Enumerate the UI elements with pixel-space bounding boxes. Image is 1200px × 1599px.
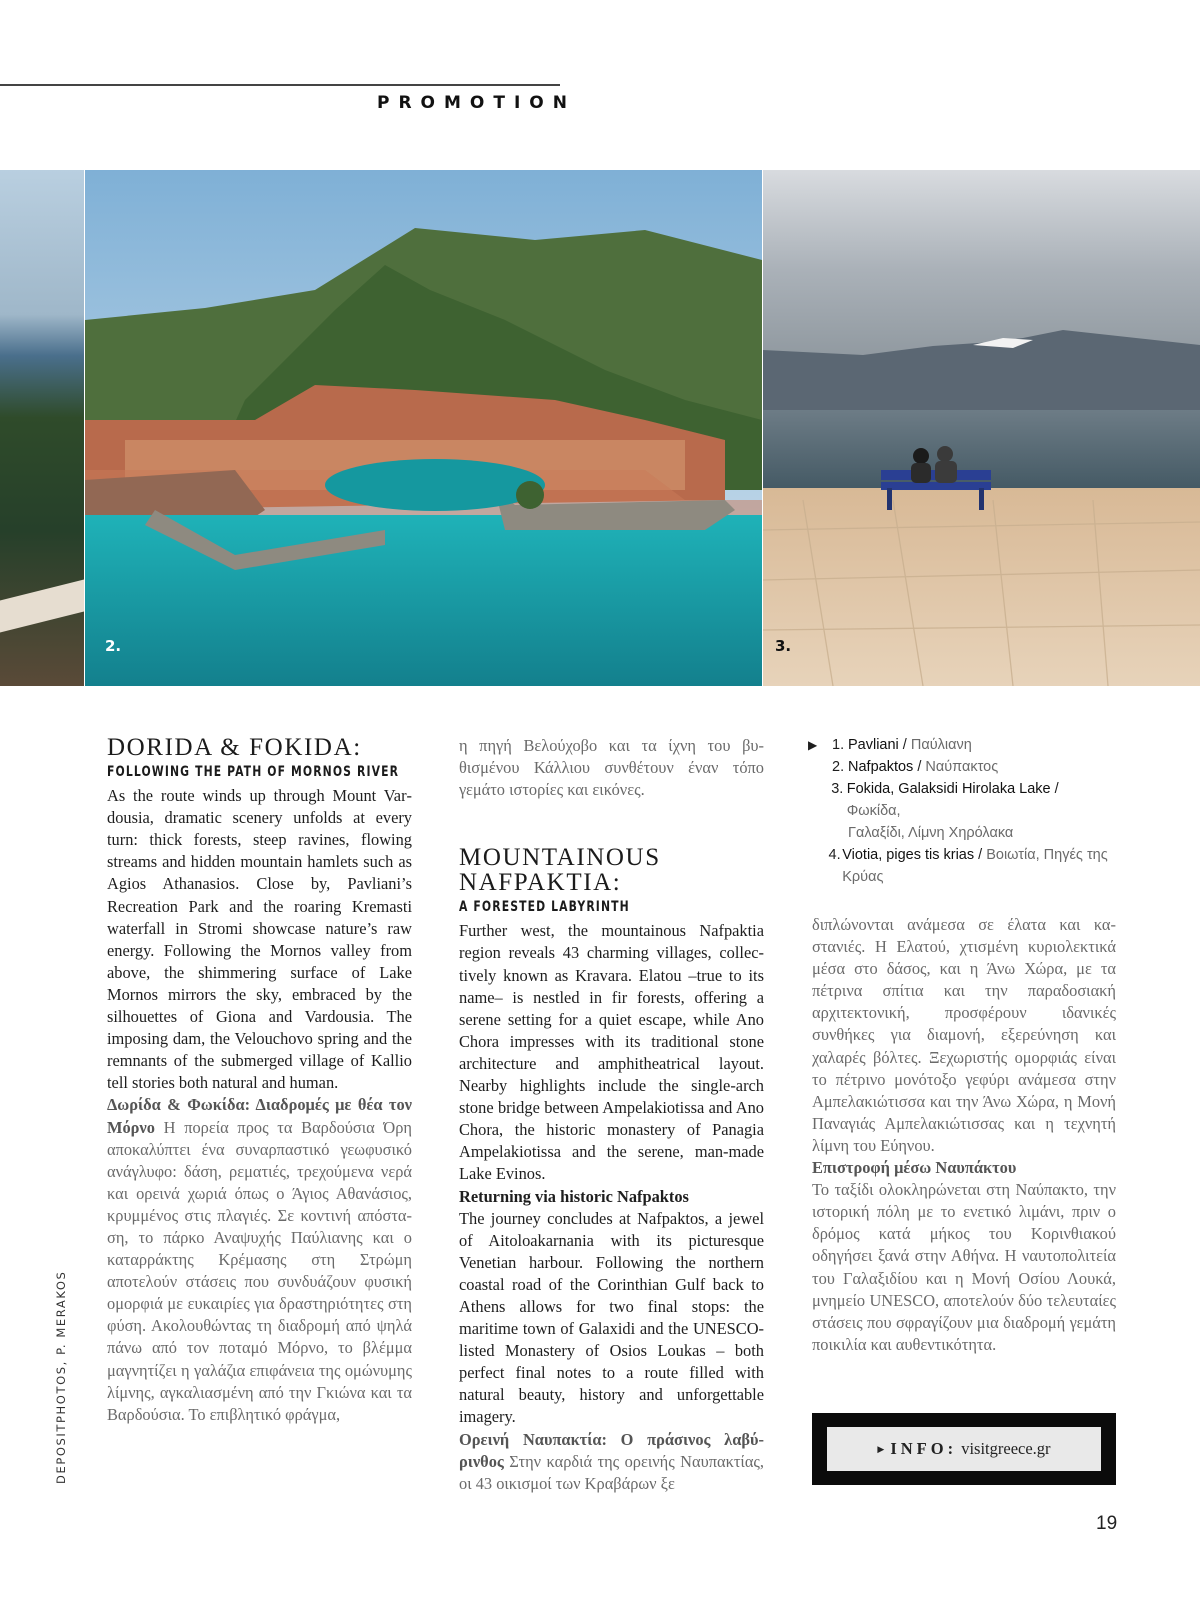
body-text-en-2: The journey concludes at Nafpaktos, a jewel of Aitoloakarnania with its picturesque Venetian harbour. Following the northern coastal road of the Corinthian Gulf back to Athens allows for two final stops: the maritime town of Galaxidi and the UNESCO-listed Monastery of Osios Loukas – both perfect final notes to a route filled with natural beauty, history and unforgettable imagery.: [459, 1208, 764, 1427]
gr-body: Η πορεία προς τα Βαρδούσια Όρη αποκαλύπτει ένα συναρπαστικό γεωφυσικό ανάγλυφο: δάση, ρεματιές, τρεχούμενα νερά και ορεινά χωριά όπως ο Άγιος Αθανάσιος, κρυμμένος στις πλαγιές. Σε κοντινή απόσταση, το πάρκο Αναψυχής Παύλιανης και ο καταρράκτης Κρέμασης στη Στρώμη αποτελούν στάσεις που συνδυάζουν φυσική ομορφιά με ευκαιρίες για δραστηριότητες στη φύση. Ακολουθώντας τη διαδρομή από ψηλά πάνω από τον ποταμό Μόρνο, το βλέμμα μαγνητίζει η γαλάζια επιφάνεια της ομώνυμης λίμνης, αγκαλιασμένη από την Γκιώνα και τα Βαρδούσια. Το επιβλητικό φράγμα,: [107, 1117, 412, 1424]
info-inner: [827, 1427, 1101, 1471]
body-text-en: Further west, the mountainous Nafpaktia region reveals 43 charming villages, collectively known as Kravara. Elatou –true to its name– is nestled in fir forests, offering a serene setting for a quiet escape, while Ano Chora impresses with its traditional stone architecture and amphitheatrical layout. Nearby highlights include the single-arch stone bridge between Ampelakiotissa and Ano Chora, the historic monastery of Panagia Ampelakiotissa and the serene, man-made Lake Evinos.: [459, 921, 764, 1184]
legend-number: 1.: [832, 737, 845, 753]
info-label: INFO:: [890, 1439, 958, 1458]
body-subtitle-en: [459, 1186, 764, 1208]
body-text-gr-2: Το ταξίδι ολοκληρώνεται στη Ναύπακτο, την ιστορική πόλη με το ενετικό λιμάνι, πριν ο δρόμος κατά μήκος του Κορινθιακού οδηγήσει ξανά στην Αθήνα. Η ναυτοπολιτεία του Γαλαξιδίου και η Μονή Οσίου Λουκά, μνημείο UNESCO, αποτελούν δύο τελευταίες στάσεις που σφραγίζουν μια διαδρομή γεμάτη ποικιλία και αυθεντικότητα.: [812, 1180, 1116, 1354]
gr-subtitle: [812, 1157, 1116, 1179]
gr-subtitle-text: Επιστροφή μέσω Ναυπάκτου: [812, 1158, 1017, 1178]
legend-en: Viotia, piges tis krias: [842, 847, 975, 863]
page-number: 19: [1096, 1513, 1118, 1534]
legend-item: 2. Nafpaktos / Ναύπακτος: [808, 756, 1108, 778]
wooden-rail-shape: [0, 580, 84, 633]
photo-lake-bench: [763, 170, 1200, 686]
legend-gr: Φωκίδα,: [846, 803, 901, 819]
photo-nafpaktos-harbour: [85, 170, 762, 686]
legend-gr-wrap: Γαλαξίδι, Λίμνη Χηρόλακα: [848, 825, 1014, 841]
body-text-gr-continued: διπλώνονται ανάμεσα σε έλατα και καστανιές. Η Ελατού, χτισμένη κυριολεκτικά μέσα στο δάσος, και η Άνω Χώρα, με τα πέτρινα σπίτια και την παραδοσιακή αρχιτεκτονική, προσφέρουν ιδανικές συνθήκες για διαμονή, εξερεύνηση και χαλαρές βόλτες. Ξεχωριστής ομορφιάς είναι το πέτρινο μονότοξο γεφύρι ανάμεσα στην Αμπελακιώτισσα και την Άνω Χώρα, η Μονή Παναγιάς Αμπελακιώτισσας και η τεχνητή λίμνη του Εύηνου.: [812, 915, 1116, 1155]
legend-number: 2.: [832, 759, 845, 775]
article-column-2: [459, 735, 764, 1495]
legend-en: Nafpaktos: [848, 759, 914, 775]
photo-partial-landscape: [0, 170, 84, 686]
legend-en: Fokida, Galaksidi Hirolaka Lake: [846, 781, 1051, 797]
legend-number: 4.: [828, 847, 841, 863]
info-box: [812, 1413, 1116, 1485]
legend-item: 4. Viotia, piges tis krias / Βοιωτία, Πηγές της Κρύας: [808, 844, 1108, 888]
gr-run-in-title: Ορεινή Ναυπακτία: Ο πράσινος λαβύρινθος: [459, 1429, 764, 1471]
gr-body: Στην καρδιά της ορεινής Ναυπακτίας, οι 43 οικισμοί των Κραβάρων ξε: [459, 1451, 764, 1493]
body-text-gr-continued: η πηγή Βελούχοβο και τα ίχνη του βυθισμένου Κάλλιου συνθέτουν έναν τόπο γεμάτο ιστορίες και εικόνες.: [459, 736, 764, 800]
photo-legend: [808, 734, 1108, 888]
gr-run-in-title: Δωρίδα & Φωκίδα: Διαδρομές με θέα τον Μόρνο: [107, 1095, 412, 1137]
legend-gr: Βοιωτία, Πηγές της Κρύας: [842, 847, 1108, 885]
section-subheading: FOLLOWING THE PATH OF MORNOS RIVER: [107, 764, 400, 780]
harbour-illustration: [85, 170, 762, 686]
legend-item: 3. Fokida, Galaksidi Hirolaka Lake / Φωκίδα,: [808, 778, 1108, 822]
section-heading: DORIDA & FOKIDA:: [107, 734, 362, 761]
en-subtitle: Returning via historic Nafpaktos: [459, 1186, 689, 1206]
header-rule: [0, 84, 560, 86]
article-column-3: [812, 914, 1116, 1356]
photo-number: 3.: [775, 637, 792, 655]
body-text-gr: [107, 1094, 412, 1425]
legend-en: Pavliani: [848, 737, 899, 753]
photo-credit: DEPOSITPHOTOS, P. MERAKOS: [54, 1270, 68, 1484]
legend-gr: Παύλιανη: [910, 737, 972, 753]
legend-gr: Ναύπακτος: [925, 759, 999, 775]
article-column-1: [107, 735, 412, 1426]
photo-number: 2.: [105, 637, 122, 655]
triangle-right-icon: ▶: [877, 1443, 885, 1454]
section-label: PROMOTION: [377, 93, 576, 113]
info-url[interactable]: visitgreece.gr: [961, 1439, 1051, 1458]
section-heading: MOUNTAINOUS NAFPAKTIA:: [459, 844, 661, 897]
legend-item: ▶ 1. Pavliani / Παύλιανη: [808, 734, 1108, 756]
body-text-gr: [459, 1429, 764, 1495]
lake-illustration: [763, 170, 1200, 686]
section-subheading: A FORESTED LABYRINTH: [459, 899, 630, 916]
legend-number: 3.: [831, 781, 844, 797]
arrow-right-icon: ▶: [808, 738, 818, 752]
body-text-en: As the route winds up through Mount Vardousia, dramatic scenery unfolds at every turn: thick forests, steep ravines, flowing streams and hidden mountain hamlets such as Agios Athanasios. Close by, Pavliani’s Recreation Park and the roaring Kremasti waterfall in Stromi showcase nature’s raw energy. Following the Mornos valley from above, the shimmering surface of Lake Mornos mirrors the sky, embraced by the silhouettes of Giona and Vardousia. The imposing dam, the Velouchovo spring and the remnants of the submerged village of Kallio tell stories both natural and human.: [107, 786, 412, 1093]
